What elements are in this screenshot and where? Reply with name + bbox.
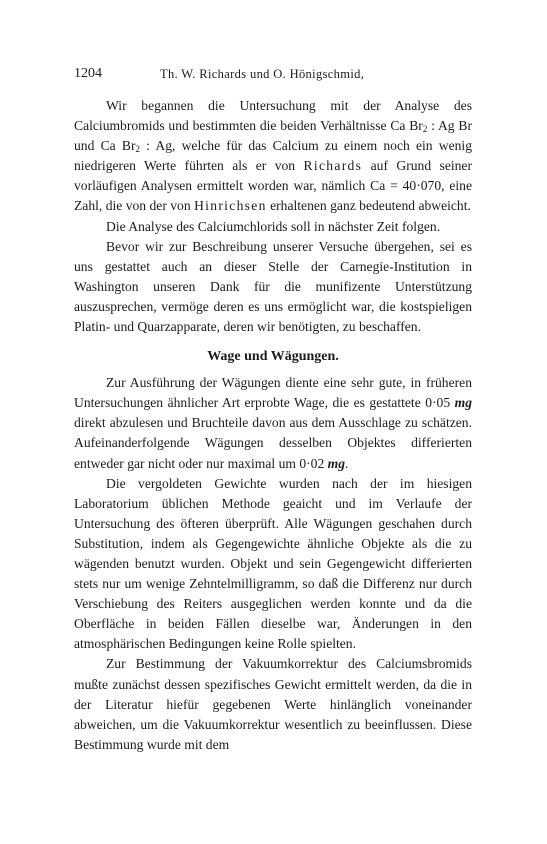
author-name-richards: Richards — [303, 158, 363, 174]
paragraph-text: Zur Ausführung der Wägungen diente eine sehr gute, in früheren Untersuchungen ähnlicher Art erprobte Wage, die es gestattete 0·05 — [74, 375, 472, 411]
section-heading: Wage und Wägungen. — [207, 349, 339, 365]
page-number: 1204 — [74, 66, 102, 81]
paragraph-acknowledgement: Bevor wir zur Beschreibung unserer Versuche übergehen, sei es uns gestattet auch an dieser Stelle der Carnegie-Institution in Washington unseren Dank für die munifizente Unterstützung auszusprechen, vermöge deren es uns ermöglicht war, die kostspieligen Platin- und Quarzapparate, deren wir benötigten, zu beschaffen. — [74, 238, 472, 335]
paragraph-text: : Ag, welche für das Calcium zu einem noch ein wenig niedrigeren Werte führten als er von — [74, 138, 472, 174]
page-header — [74, 66, 473, 82]
paragraph-calciumbromid-analysis — [74, 96, 472, 217]
paragraph-text: auf Grund seiner vorläufigen Analysen ermittelt worden war, nämlich Ca = 40·070, eine Zahl, die von der von — [74, 158, 472, 214]
paragraph-text: : Ag Br und Ca Br — [74, 118, 472, 154]
paragraph-weights: Die vergoldeten Gewichte wurden nach der im hiesigen Laboratorium üblichen Methode geaicht und im Verlaufe der Untersuchung des öfteren überprüft. Alle Wägungen geschahen durch Substitution, indem als Gegengewichte ähnliche Objekte als die zu wägenden benutzt wurden. Objekt und sein Gegengewicht differierten stets nur um wenige Zehntelmilligramm, so daß die Differenz nur durch Verschiebung des Reiters ausgeglichen werden konnte und da die Oberfläche in beiden Fällen dieselbe war, Änderungen in den atmosphärischen Bedingungen keine Rolle spielten. — [74, 475, 472, 652]
author-name-hinrichsen: Hinrichsen — [194, 198, 267, 214]
running-head: Th. W. Richards und O. Hönigschmid, — [160, 67, 365, 81]
paragraph-text: erhaltenen ganz bedeutend abweicht. — [266, 198, 471, 214]
paragraph-text: . — [345, 455, 349, 471]
paragraph-text: direkt abzulesen und Bruchteile davon aus dem Ausschlage zu schätzen. Aufeinanderfolgende Wägungen desselben Objektes differierten entweder gar nicht oder nur maximal um 0·02 — [74, 415, 472, 471]
unit-mg: mg — [327, 455, 346, 471]
page-body — [74, 96, 472, 755]
paragraph-vacuum-correction: Zur Bestimmung der Vakuumkorrektur des Calciumsbromids mußte zunächst dessen spezifisches Gewicht ermittelt werden, da die in der Literatur hiefür gegebenen Werte hinlänglich voneinander abweichen, um die Vakuumkorrektur wesentlich zu beeinflussen. Diese Bestimmung wurde mit dem — [74, 656, 472, 752]
subscript: 2 — [422, 124, 428, 135]
paragraph-text: Wir begannen die Untersuchung mit der Analyse des Calciumbromids und bestimmten die beiden Verhältnisse Ca Br — [74, 98, 472, 134]
subscript: 2 — [135, 144, 140, 155]
paragraph-balance — [74, 373, 472, 473]
unit-mg: mg — [454, 395, 472, 411]
paragraph-calciumchlorid: Die Analyse des Calciumchlorids soll in nächster Zeit folgen. — [106, 218, 441, 234]
